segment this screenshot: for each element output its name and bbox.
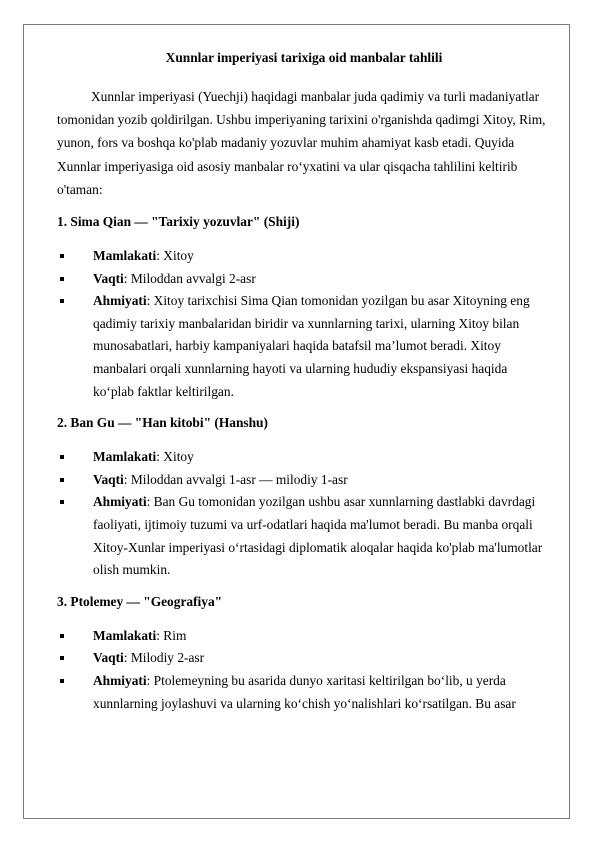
field-label: Vaqti (93, 471, 124, 487)
field-value: : Ban Gu tomonidan yozilgan ushbu asar xunnlarning dastlabki davrdagi faoliyati, ijtimoiy tuzumi va urf-odatlari haqida ma'lumot beradi. Bu manba orqali Xitoy-Xunlar imperiyasi o‘rtasidagi diplomatik aloqalar haqida ko'plab ma'lumotlar olish mumkin. (93, 494, 543, 578)
list-item (57, 469, 551, 492)
field-label: Ahmiyati (93, 293, 147, 309)
document-title: Xunnlar imperiyasi tarixiga oid manbalar tahlili (165, 50, 443, 65)
section-heading-ban-gu: 2. Ban Gu — "Han kitobi" (Hanshu) (57, 415, 268, 431)
section-details-ban-gu (57, 446, 551, 582)
field-label: Ahmiyati (93, 494, 147, 510)
list-item (57, 491, 551, 581)
document-body (57, 50, 551, 715)
field-value: : Ptolemeyning bu asarida dunyo xaritasi keltirilgan bo‘lib, u yerda xunnlarning joylashuvi va ularning ko‘chish yo‘nalishlari ko‘rsatilgan. Bu asar (93, 672, 516, 711)
field-value: : Milodiy 2-asr (123, 650, 205, 666)
field-value: : Xitoy tarixchisi Sima Qian tomonidan yozilgan bu asar Xitoyning eng qadimiy tarixiy manbalaridan biridir va xunnlarning tarixi, ularning Xitoy bilan munosabatlari, harbiy kampaniyalari haqida batafsil maʼlumot beradi. Xitoy manbalari orqali xunnlarning hayoti va ularning hududiy ekspansiyasi haqida ko‘plab faktlar keltirilgan. (93, 293, 530, 399)
field-label: Vaqti (93, 270, 124, 286)
field-value: : Rim (156, 627, 187, 643)
field-value: : Miloddan avvalgi 1-asr — milodiy 1-asr (123, 471, 348, 487)
field-value: : Xitoy (156, 449, 194, 465)
intro-paragraph: Xunnlar imperiyasi (Yuechji) haqidagi manbalar juda qadimiy va turli madaniyatlar tomonidan yozib qoldirilgan. Ushbu imperiyaning tarixini o'rganishda qadimgi Xitoy, Rim, yunon, fors va boshqa ko'plab madaniy yozuvlar muhim ahamiyat kasb etadi. Quyida Xunnlar imperiyasiga oid asosiy manbalar ro‘yxatini va ular qisqacha tahlilini keltirib o'taman: (57, 89, 546, 197)
field-label: Mamlakati (93, 627, 157, 643)
field-label: Mamlakati (93, 248, 157, 264)
field-label: Vaqti (93, 650, 124, 666)
field-label: Mamlakati (93, 449, 157, 465)
field-value: : Xitoy (156, 248, 194, 264)
section-details-sima-qian (57, 245, 551, 403)
field-value: : Miloddan avvalgi 2-asr (123, 270, 256, 286)
section-heading-ptolemey: 3. Ptolemey — "Geografiya" (57, 593, 223, 609)
list-item (57, 625, 551, 648)
section-heading-sima-qian: 1. Sima Qian — "Tarixiy yozuvlar" (Shiji) (57, 214, 300, 230)
list-item (57, 290, 551, 403)
list-item (57, 245, 551, 268)
list-item (57, 647, 551, 670)
list-item (57, 670, 551, 715)
field-label: Ahmiyati (93, 672, 147, 688)
list-item (57, 268, 551, 291)
section-details-ptolemey (57, 625, 551, 715)
list-item (57, 446, 551, 469)
